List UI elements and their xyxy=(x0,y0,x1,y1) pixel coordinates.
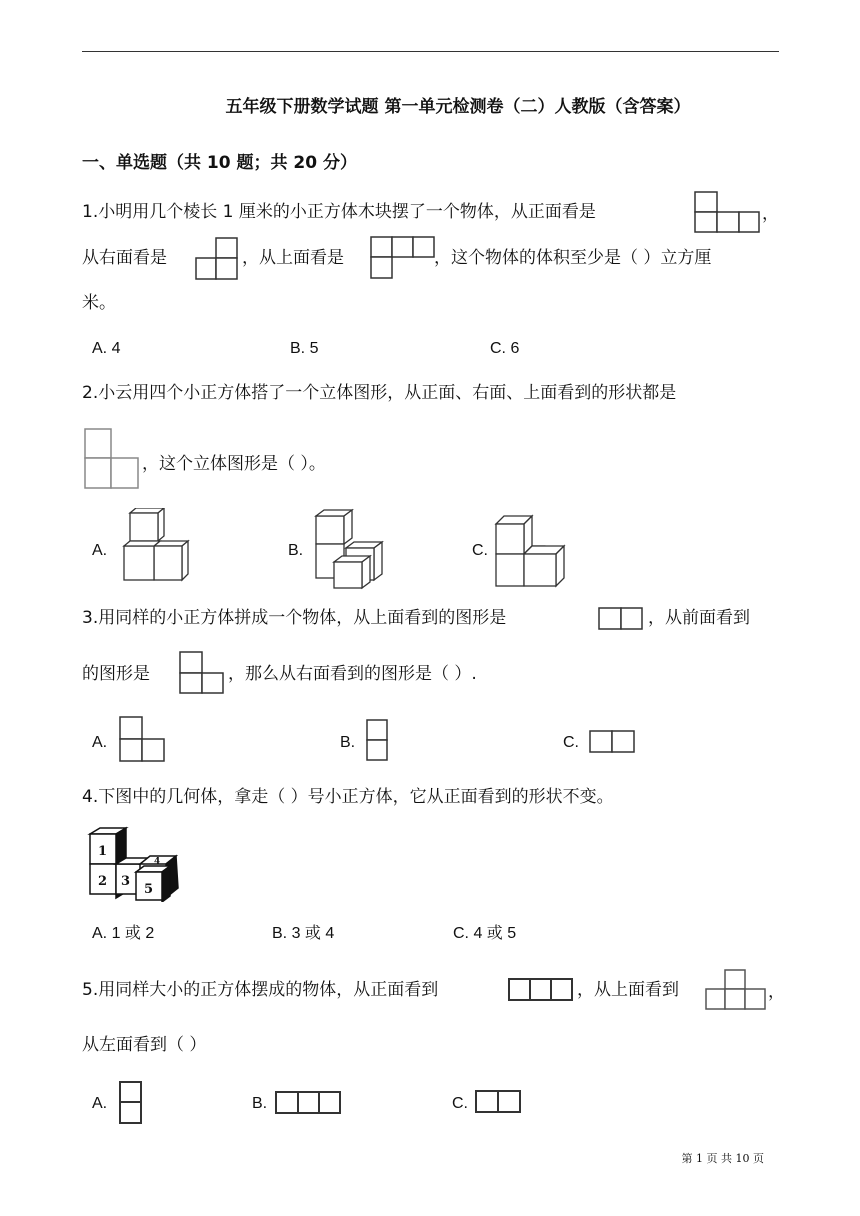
q1-comma: ， xyxy=(762,204,779,224)
q4-cube-label-1: 1 xyxy=(98,844,108,859)
q1-line-2b: ，从上面看是 xyxy=(242,248,344,268)
q3-front-view-figure xyxy=(179,651,225,695)
q1-line-1: 1.小明用几个棱长 1 厘米的小正方体木块摆了一个物体，从正面看是 xyxy=(82,202,596,222)
q4-cube-label-5: 5 xyxy=(144,882,154,897)
q5-option-b-figure[interactable] xyxy=(274,1090,344,1116)
q2-option-b-cubes-figure[interactable] xyxy=(310,508,386,590)
q3-option-a-figure[interactable] xyxy=(119,716,167,764)
q4-cube-label-4: 4 xyxy=(154,857,161,867)
q5-option-a-figure[interactable] xyxy=(118,1080,144,1126)
q3-option-c[interactable]: C. xyxy=(563,734,579,751)
q5-line-1a: 5.用同样大小的正方体摆成的物体，从正面看到 xyxy=(82,980,439,1000)
q3-line-2a: 的图形是 xyxy=(82,664,150,684)
q1-front-view-figure xyxy=(694,191,762,233)
q5-line-1b: ，从上面看到 xyxy=(577,980,679,1000)
q4-cube-label-3: 3 xyxy=(121,874,131,889)
q1-line-3: 米。 xyxy=(82,293,116,313)
q1-right-view-figure xyxy=(195,237,239,281)
q4-option-b[interactable]: B. 3 或 4 xyxy=(272,925,335,942)
q1-option-b[interactable]: B. 5 xyxy=(290,340,319,357)
q5-option-b[interactable]: B. xyxy=(252,1095,268,1112)
q4-option-a[interactable]: A. 1 或 2 xyxy=(92,925,155,942)
q3-line-1b: ，从前面看到 xyxy=(648,608,750,628)
q2-view-figure xyxy=(84,428,140,490)
header-rule xyxy=(82,51,779,52)
q1-top-view-figure xyxy=(370,236,436,280)
q1-option-c[interactable]: C. 6 xyxy=(490,340,520,357)
q2-option-a-cubes-figure[interactable] xyxy=(118,508,194,584)
q3-line-2b: ，那么从右面看到的图形是（ ）. xyxy=(228,664,477,684)
page-footer: 第 1 页 共 10 页 xyxy=(681,1152,764,1165)
q5-comma: ， xyxy=(768,982,785,1002)
q4-cube-label-2: 2 xyxy=(98,874,108,889)
q2-option-b[interactable]: B. xyxy=(288,542,304,559)
q2-option-a[interactable]: A. xyxy=(92,542,108,559)
q3-option-b[interactable]: B. xyxy=(340,734,356,751)
q3-line-1a: 3.用同样的小正方体拼成一个物体，从上面看到的图形是 xyxy=(82,608,507,628)
doc-title: 五年级下册数学试题 第一单元检测卷（二）人教版（含答案） xyxy=(225,97,691,117)
section-title: 一、单选题（共 10 题；共 20 分） xyxy=(82,153,357,173)
q1-option-a[interactable]: A. 4 xyxy=(92,340,121,357)
q1-line-2a: 从右面看是 xyxy=(82,248,167,268)
q2-line-1: 2.小云用四个小正方体搭了一个立体图形，从正面、右面、上面看到的形状都是 xyxy=(82,383,677,403)
q3-option-b-figure[interactable] xyxy=(366,719,390,763)
q4-cubes-figure xyxy=(86,826,190,902)
q2-line-2: ，这个立体图形是（ ）。 xyxy=(142,454,326,474)
q2-option-c-cubes-figure[interactable] xyxy=(492,512,568,590)
q3-option-c-figure[interactable] xyxy=(589,730,637,754)
q5-top-view-figure xyxy=(704,968,768,1012)
q4-option-c[interactable]: C. 4 或 5 xyxy=(453,925,517,942)
q2-option-c[interactable]: C. xyxy=(472,542,488,559)
q5-option-a[interactable]: A. xyxy=(92,1095,108,1112)
q3-top-view-figure xyxy=(598,607,644,631)
q5-option-c[interactable]: C. xyxy=(452,1095,468,1112)
q5-line-2: 从左面看到（ ） xyxy=(82,1035,207,1055)
q5-front-view-figure xyxy=(507,977,575,1003)
q4-line-1: 4.下图中的几何体，拿走（ ）号小正方体，它从正面看到的形状不变。 xyxy=(82,787,614,807)
q5-option-c-figure[interactable] xyxy=(474,1089,524,1115)
q3-option-a[interactable]: A. xyxy=(92,734,108,751)
q1-line-2c: ，这个物体的体积至少是（ ）立方厘 xyxy=(434,248,712,268)
